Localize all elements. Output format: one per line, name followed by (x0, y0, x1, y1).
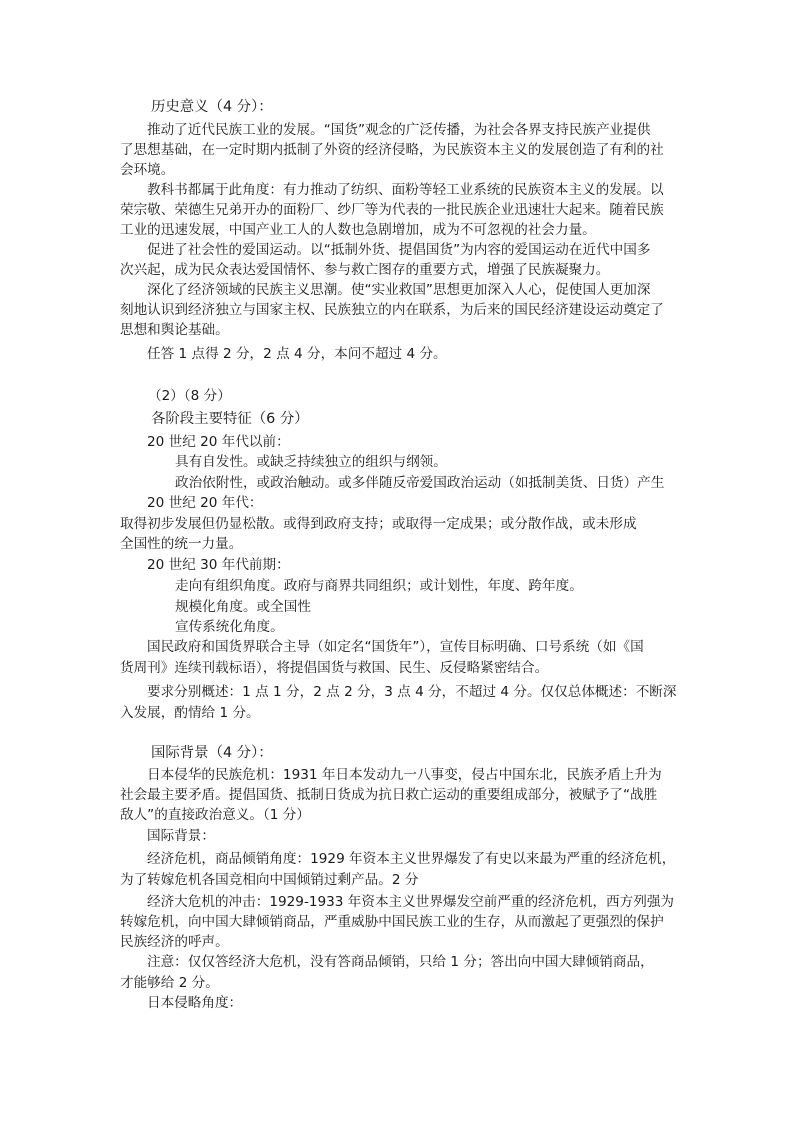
paragraph-line: 社会最主要矛盾。提倡国货、抵制日货成为抗日救亡运动的重要组成部分，被赋予了“战胜 (120, 787, 658, 803)
paragraph-line: 货周刊》连续刊载标语），将提倡国货与救国、民生、反侵略紧密结合。 (120, 660, 549, 676)
period-label: 20 世纪 30 年代前期： (147, 557, 290, 573)
paragraph-line: 荣宗敬、荣德生兄弟开办的面粉厂、纱厂等为代表的一批民族企业迅速壮大起来。随着民族 (120, 202, 664, 218)
scoring-note: 任答 1 点得 2 分，2 点 4 分，本问不超过 4 分。 (147, 346, 447, 362)
period-label: 20 世纪 20 年代以前： (147, 434, 290, 450)
paragraph-line: 次兴起，成为民众表达爱国情怀、参与救亡图存的重要方式，增强了民族凝聚力。 (120, 262, 610, 278)
paragraph-line: 思想和舆论基础。 (120, 322, 229, 338)
paragraph-line: 转嫁危机，向中国大肆倾销商品，严重威胁中国民族工业的生存，从而激起了更强烈的保护 (120, 914, 664, 930)
scoring-note: 入发展，酌情给 1 分。 (120, 705, 260, 721)
section-heading-historical-significance: 历史意义（4 分）： (151, 99, 273, 115)
paragraph-line: 刻地认识到经济独立与国家主权、民族独立的内在联系，为后来的国民经济建设运动奠定了 (120, 302, 664, 318)
paragraph-line: 经济危机，商品倾销角度：1929 年资本主义世界爆发了有史以来最为严重的经济危机， (147, 851, 676, 867)
sub-label: 国际背景： (147, 828, 215, 844)
period-label: 20 世纪 20 年代： (147, 495, 263, 511)
section-heading-international-background: 国际背景（4 分）： (151, 745, 273, 761)
paragraph-line: 教科书都属于此角度：有力推动了纺织、面粉等轻工业系统的民族资本主义的发展。以 (147, 182, 664, 198)
paragraph-line: 宣传系统化角度。 (175, 619, 284, 635)
paragraph-line: 经济大危机的冲击：1929-1933 年资本主义世界爆发空前严重的经济危机，西方列强为 (147, 894, 675, 910)
sub-label: 日本侵略角度： (147, 995, 243, 1011)
paragraph-line: 促进了社会性的爱国运动。以“抵制外货、提倡国货”为内容的爱国运动在近代中国多 (147, 242, 651, 258)
paragraph-line: 工业的迅速发展，中国产业工人的人数也急剧增加，成为不可忽视的社会力量。 (120, 222, 596, 238)
note-line: 才能够给 2 分。 (120, 975, 219, 991)
paragraph-line: 了思想基础，在一定时期内抵制了外资的经济侵略，为民族资本主义的发展创造了有利的社 (120, 142, 664, 158)
paragraph-line: 推动了近代民族工业的发展。“国货”观念的广泛传播，为社会各界支持民族产业提供 (147, 122, 651, 138)
paragraph-line: 走向有组织角度。政府与商界共同组织；或计划性，年度、跨年度。 (175, 578, 583, 594)
paragraph-line: 会环境。 (120, 162, 175, 178)
note-line: 注意：仅仅答经济大危机，没有答商品倾销，只给 1 分；答出向中国大肆倾销商品， (147, 954, 654, 970)
section-heading-stage-features: 各阶段主要特征（6 分） (151, 411, 309, 427)
paragraph-line: 全国性的统一力量。 (120, 536, 243, 552)
paragraph-line: 民族经济的呼声。 (120, 934, 229, 950)
question-number: （2）（8 分） (148, 388, 231, 404)
scoring-note: 要求分别概述：1 点 1 分，2 点 2 分，3 点 4 分，不超过 4 分。仅仅总体概述：不断深 (147, 684, 677, 700)
paragraph-line: 政治依附性，或政治触动。或多伴随反帝爱国政治运动（如抵制美货、日货）产生 (175, 475, 665, 491)
paragraph-line: 具有自发性。或缺乏持续独立的组织与纲领。 (175, 454, 447, 470)
paragraph-line: 为了转嫁危机各国竞相向中国倾销过剩产品。2 分 (120, 872, 419, 888)
paragraph-line: 取得初步发展但仍显松散。或得到政府支持；或取得一定成果；或分散作战，或未形成 (120, 516, 637, 532)
paragraph-line: 日本侵华的民族危机：1931 年日本发动九一八事变，侵占中国东北，民族矛盾上升为 (147, 767, 662, 783)
paragraph-line: 深化了经济领域的民族主义思潮。使“实业救国”思想更加深入人心，促使国人更加深 (147, 282, 651, 298)
paragraph-line: 敌人”的直接政治意义。（1 分） (120, 807, 310, 823)
paragraph-line: 国民政府和国货界联合主导（如定名“国货年”），宣传目标明确、口号系统（如《国 (147, 639, 644, 655)
paragraph-line: 规模化角度。或全国性 (175, 599, 311, 615)
